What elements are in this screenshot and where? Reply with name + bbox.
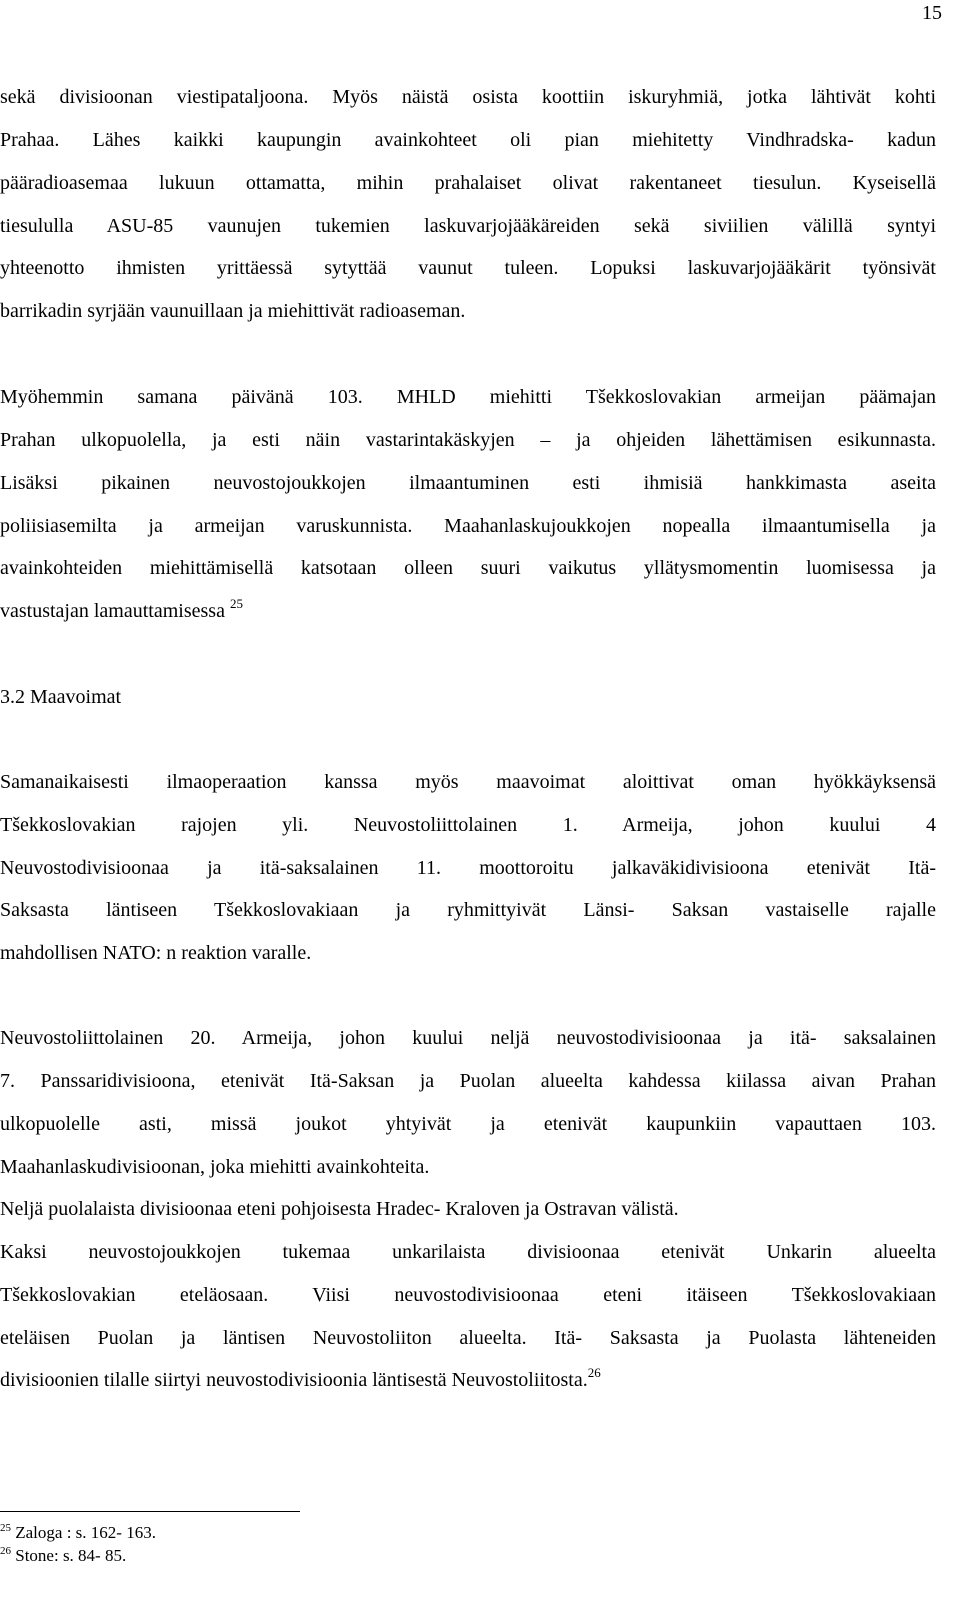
text-line: tiesululla ASU-85 vaunujen tukemien laskuvarjojääkäreiden sekä siviilien välillä syntyi — [0, 215, 936, 237]
text-line: pääradioasemaa lukuun ottamatta, mihin prahalaiset olivat rakentaneet tiesulun. Kyseisellä — [0, 172, 936, 194]
footnote-text: Stone: s. 84- 85. — [15, 1546, 127, 1565]
text-line: Neuvostodivisioonaa ja itä-saksalainen 11. moottoroitu jalkaväkidivisioona etenivät Itä- — [0, 857, 936, 879]
text-line: Prahan ulkopuolella, ja esti näin vastarintakäskyjen – ja ohjeiden lähettämisen esikunnasta. — [0, 429, 936, 451]
footnote-reference: 25 — [229, 596, 243, 611]
footnote — [0, 1546, 126, 1566]
footnote-text: Zaloga : s. 162- 163. — [15, 1523, 156, 1542]
text-line — [0, 1367, 936, 1393]
footnote-number: 26 — [0, 1545, 11, 1557]
text-line: 7. Panssaridivisioona, etenivät Itä-Saksan ja Puolan alueelta kahdessa kiilassa aivan Prahan — [0, 1070, 936, 1092]
text-line-content: divisioonien tilalle siirtyi neuvostodivisioonia läntisestä Neuvostoliitosta. — [0, 1369, 588, 1391]
footnote-number: 25 — [0, 1522, 11, 1534]
text-line: yhteenotto ihmisten yrittäessä sytyttää vaunut tuleen. Lopuksi laskuvarjojääkärit työnsivät — [0, 257, 936, 279]
text-line: barrikadin syrjään vaunuillaan ja miehittivät radioaseman. — [0, 300, 466, 322]
footnote-separator — [0, 1511, 300, 1512]
text-line: Samanaikaisesti ilmaoperaation kanssa myös maavoimat aloittivat oman hyökkäyksensä — [0, 771, 936, 793]
text-line: Maahanlaskudivisioonan, joka miehitti avainkohteita. — [0, 1156, 430, 1178]
text-line: sekä divisioonan viestipataljoona. Myös näistä osista koottiin iskuryhmiä, jotka lähtivät kohti — [0, 86, 936, 108]
footnote-reference: 26 — [587, 1365, 601, 1380]
text-line — [0, 598, 936, 624]
section-heading: 3.2 Maavoimat — [0, 686, 122, 708]
text-line: ulkopuolelle asti, missä joukot yhtyivät ja etenivät kaupunkiin vapauttaen 103. — [0, 1113, 936, 1135]
text-line: Tšekkoslovakian eteläosaan. Viisi neuvostodivisioonaa eteni itäiseen Tšekkoslovakiaan — [0, 1284, 936, 1306]
text-line: avainkohteiden miehittämisellä katsotaan olleen suuri vaikutus yllätysmomentin luomisessa ja — [0, 557, 936, 579]
text-line: Myöhemmin samana päivänä 103. MHLD miehitti Tšekkoslovakian armeijan päämajan — [0, 386, 936, 408]
page-number: 15 — [922, 2, 942, 24]
text-line: Prahaa. Lähes kaikki kaupungin avainkohteet oli pian miehitetty Vindhradska- kadun — [0, 129, 936, 151]
text-line: Neuvostoliittolainen 20. Armeija, johon kuului neljä neuvostodivisioonaa ja itä- saksalainen — [0, 1027, 936, 1049]
footnote — [0, 1523, 156, 1543]
text-line-content: vastustajan lamauttamisessa — [0, 600, 225, 622]
text-line: mahdollisen NATO: n reaktion varalle. — [0, 942, 312, 964]
text-line: poliisiasemilta ja armeijan varuskunnista. Maahanlaskujoukkojen nopealla ilmaantumisella ja — [0, 515, 936, 537]
text-line: Lisäksi pikainen neuvostojoukkojen ilmaantuminen esti ihmisiä hankkimasta aseita — [0, 472, 936, 494]
text-line: Tšekkoslovakian rajojen yli. Neuvostoliittolainen 1. Armeija, johon kuului 4 — [0, 814, 936, 836]
text-line: Kaksi neuvostojoukkojen tukemaa unkarilaista divisioonaa etenivät Unkarin alueelta — [0, 1241, 936, 1263]
text-line: Neljä puolalaista divisioonaa eteni pohjoisesta Hradec- Kraloven ja Ostravan välistä. — [0, 1198, 679, 1220]
text-line: eteläisen Puolan ja läntisen Neuvostoliiton alueelta. Itä- Saksasta ja Puolasta lähteneiden — [0, 1327, 936, 1349]
text-line: Saksasta läntiseen Tšekkoslovakiaan ja ryhmittyivät Länsi- Saksan vastaiselle rajalle — [0, 899, 936, 921]
